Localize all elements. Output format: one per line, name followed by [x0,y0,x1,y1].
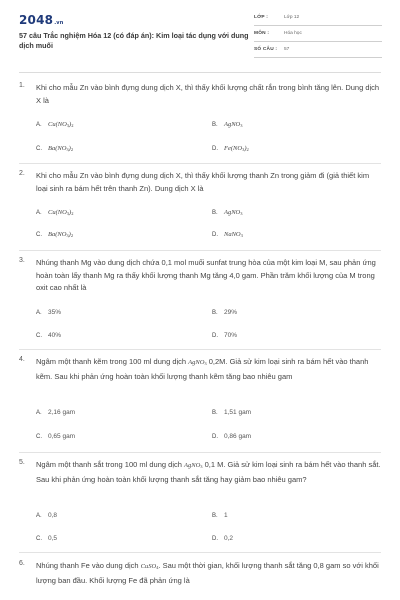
meta-subject-row [254,29,382,42]
meta-class-row [254,13,382,26]
option-1c[interactable]: C. $Ba(NO_3)_2$ [36,145,74,152]
option-4b[interactable]: B. 1,51 gam [212,409,252,416]
document-title: 57 câu Trắc nghiệm Hóa 12 (có đáp án): Kim loại tác dụng với dung dịch muối [19,31,249,50]
option-4a[interactable]: A. 2,16 gam [36,409,76,416]
meta-count-row [254,45,382,58]
option-2c[interactable]: C. $Ba(NO_3)_2$ [36,231,74,238]
question-separator [19,250,381,251]
option-1b[interactable]: B. AgNO$_3$ [212,121,243,128]
class-value: Lớp 12 [284,15,300,20]
question-separator [19,452,381,453]
option-2d[interactable]: D. NaNO$_3$ [212,231,243,238]
option-2a[interactable]: A. $Cu(NO_3)_2$ [36,209,74,216]
question-separator [19,349,381,350]
site-logo[interactable] [19,13,64,27]
count-label: SỐ CÂU : [254,47,278,52]
option-1d[interactable]: D. $Fe(NO_3)_2$ [212,145,249,152]
option-3c[interactable]: C. 40% [36,332,62,339]
subject-value: Hóa học [284,31,302,36]
option-5b[interactable]: B. 1 [212,512,228,519]
logo-tld: .vn [54,20,64,26]
logo-text: 2048 [19,13,54,27]
question-text: Ngâm một thanh sắt trong 100 ml dung dịch AgNO$_3$ 0,1 M. Giả sử kim loại sinh ra bám hết vào thanh sắt. Sau khi phản ứng hoàn toàn khối lượng thanh sắt tăng hay giảm bao nhiêu gam? [36,460,381,484]
question-text: Khi cho mẫu Zn vào bình đựng dung dịch X, thì thấy khối lượng chất rắn trong bình tăng lên. Dung dịch X là [36,83,380,105]
option-1a[interactable]: A. $Cu(NO_3)_2$ [36,121,74,128]
question-number: 2. [19,170,25,177]
question-separator [19,163,381,164]
question-number: 1. [19,82,25,89]
question-text: Ngâm một thanh kẽm trong 100 ml dung dịch AgNO$_3$ 0,2M. Giả sử kim loại sinh ra bám hết vào thanh kẽm. Sau khi phản ứng hoàn toàn khối lượng thanh kẽm tăng bao nhiêu gam [36,357,369,381]
option-3d[interactable]: D. 70% [212,332,238,339]
option-3b[interactable]: B. 29% [212,309,238,316]
class-label: LỚP : [254,15,269,20]
option-2b[interactable]: B. AgNO$_3$ [212,209,243,216]
question-text: Khi cho mẫu Zn vào bình đựng dung dịch X, thì thấy khối lượng thanh Zn trong giảm đi (giả thiết kim loại sinh ra bám hết trên thanh Zn). Dung dịch X là [36,171,370,193]
option-3a[interactable]: A. 35% [36,309,62,316]
question-separator [19,552,381,553]
option-5a[interactable]: A. 0,8 [36,512,58,519]
question-number: 3. [19,257,25,264]
document-header [0,0,400,66]
question-number: 6. [19,560,25,567]
count-value: 57 [284,47,290,52]
subject-label: MÔN : [254,31,270,36]
question-number: 4. [19,356,25,363]
question-text: Nhúng thanh Fe vào dung dịch CuSO$_4$. Sau một thời gian, khối lượng thanh sắt tăng 0,8 gam so với khối lượng ban đầu. Khối lượng Fe đã phản ứng là [36,561,379,585]
option-4d[interactable]: D. 0,86 gam [212,433,252,440]
option-4c[interactable]: C. 0,65 gam [36,433,76,440]
question-number: 5. [19,459,25,466]
option-5c[interactable]: C. 0,5 [36,535,58,542]
option-5d[interactable]: D. 0,2 [212,535,234,542]
question-text: Nhúng thanh Mg vào dung dịch chứa 0,1 mol muối sunfat trung hòa của một kim loại M, sau phản ứng hoàn toàn lấy thanh Mg ra thấy khối lượng thanh Mg tăng 4,0 gam. Phần trăm khối lượng của M trong oxit cao nhất là [36,258,376,292]
header-divider [19,72,381,73]
